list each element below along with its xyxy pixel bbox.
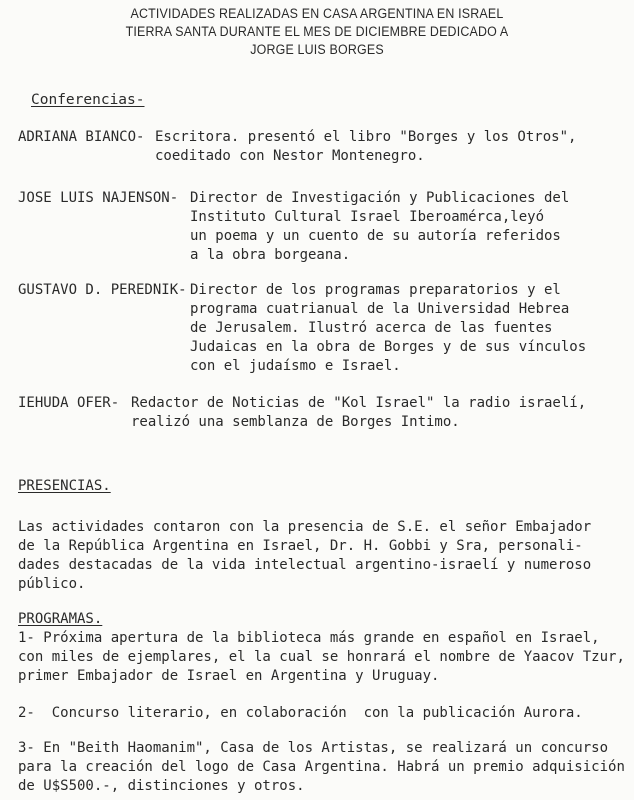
title-line-3: JORGE LUIS BORGES (250, 42, 384, 57)
programa-text-line: para la creación del logo de Casa Argentina. Habrá un premio adquisición (18, 759, 625, 775)
programa-text-line: con miles de ejemplares, el la cual se honrará el nombre de Yaacov Tzur, (18, 649, 625, 665)
presencias-text-line: de la República Argentina en Israel, Dr. H. Gobbi y Sra, personali- (18, 538, 583, 554)
speaker-name: ADRIANA BIANCO- (18, 129, 145, 145)
title-line-1: ACTIVIDADES REALIZADAS EN CASA ARGENTINA EN ISRAEL (130, 6, 504, 21)
conferencias-heading: Conferencias- (31, 92, 145, 108)
programa-text-line: 2- Concurso literario, en colaboración con la publicación Aurora. (18, 705, 583, 721)
programa-text-line: de U$S500.-, distinciones y otros. (18, 778, 305, 794)
speaker-text-line: Escritora. presentó el libro "Borges y los Otros", (155, 129, 577, 145)
presencias-heading: PRESENCIAS. (18, 478, 111, 494)
speaker-text-line: Redactor de Noticias de "Kol Israel" la radio israelí, (131, 395, 587, 411)
speaker-text-line: Director de Investigación y Publicaciones del (190, 190, 570, 206)
speaker-text-line: con el judaísmo e Israel. (190, 358, 401, 374)
speaker-text-line: realizó una semblanza de Borges Intimo. (131, 414, 460, 430)
programa-text-line: 1- Próxima apertura de la biblioteca más grande en español en Israel, (18, 630, 600, 646)
speaker-text-line: Judaicas en la obra de Borges y de sus vínculos (190, 339, 587, 355)
speaker-name: IEHUDA OFER- (18, 395, 120, 411)
title-line-2: TIERRA SANTA DURANTE EL MES DE DICIEMBRE DEDICADO A (125, 24, 509, 39)
speaker-text-line: un poema y un cuento de su autoría referidos (190, 228, 561, 244)
speaker-text-line: coeditado con Nestor Montenegro. (155, 148, 425, 164)
speaker-text-line: Director de los programas preparatorios y el (190, 282, 561, 298)
speaker-text-line: de Jerusalem. Ilustró acerca de las fuentes (190, 320, 553, 336)
programas-heading: PROGRAMAS. (18, 611, 103, 627)
speaker-name: JOSE LUIS NAJENSON- (18, 190, 179, 206)
programa-text-line: primer Embajador de Israel en Argentina y Uruguay. (18, 668, 440, 684)
speaker-name: GUSTAVO D. PEREDNIK- (18, 282, 187, 298)
presencias-text-line: público. (18, 576, 86, 592)
speaker-text-line: programa cuatrianual de la Universidad Hebrea (190, 301, 570, 317)
presencias-text-line: dades destacadas de la vida intelectual argentino-israelí y numeroso (18, 557, 592, 573)
programa-text-line: 3- En "Beith Haomanim", Casa de los Artistas, se realizará un concurso (18, 740, 609, 756)
presencias-text-line: Las actividades contaron con la presencia de S.E. el señor Embajador (18, 519, 592, 535)
speaker-text-line: Instituto Cultural Israel Iberoamérca,leyó (190, 209, 545, 225)
speaker-text-line: a la obra borgeana. (190, 247, 351, 263)
